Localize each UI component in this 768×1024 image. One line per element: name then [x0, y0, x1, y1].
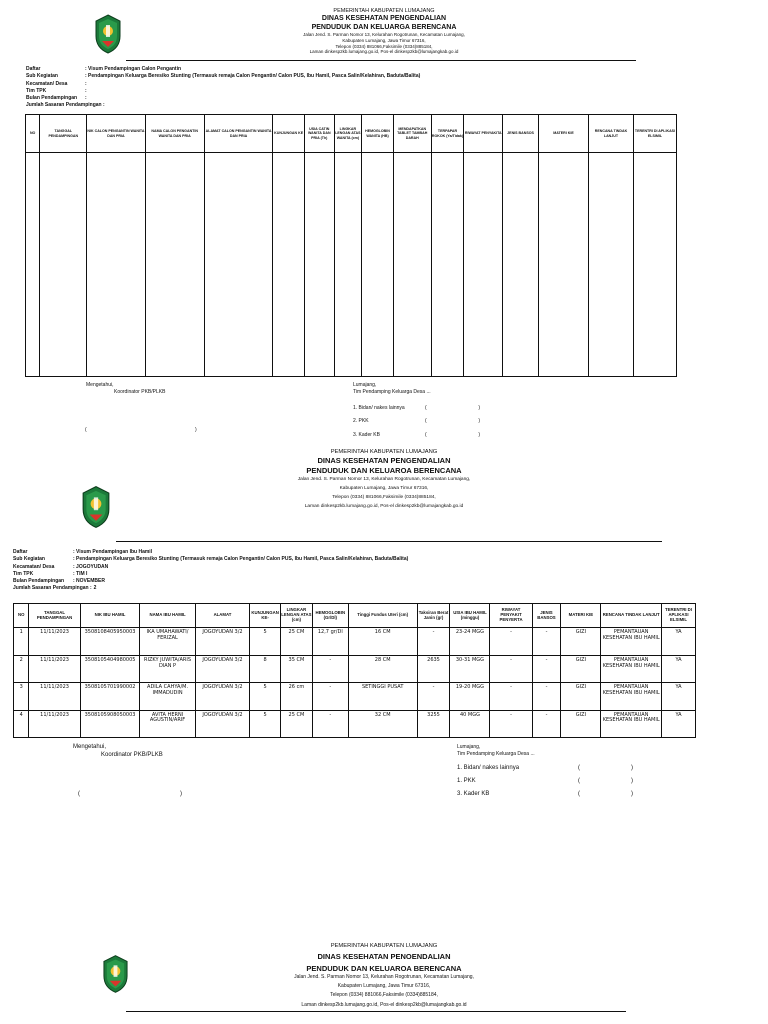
meta-row	[26, 73, 726, 80]
table-cell: -	[312, 683, 348, 710]
table-cell: YA	[661, 628, 695, 655]
tim-member-3: 3. Kader KB	[457, 791, 490, 797]
table-cell: 25 CM	[281, 628, 313, 655]
table-cell: PEMANTAUAN KESEHATAN IBU HAMIL	[601, 710, 662, 737]
meta-row	[26, 102, 726, 109]
table-cell: GIZI	[561, 710, 601, 737]
column-header: ALAMAT CALON PENGANTIN WANITA DAN PRIA	[204, 115, 272, 153]
table-cell: 30-31 MGG	[450, 655, 490, 682]
paren-close: )	[478, 418, 480, 424]
tim-member-2: 1. PKK	[457, 778, 476, 784]
table-cell: JOGOYUDAN 3/2	[195, 710, 249, 737]
table-cell: 4	[14, 710, 29, 737]
table-cell: 5	[250, 710, 281, 737]
table-cell: 1	[14, 628, 29, 655]
empty-cell	[204, 153, 272, 377]
meta-value: : JOGOYUDAN	[73, 563, 109, 570]
column-header: RENCANA TINDAK LANJUT	[601, 604, 662, 628]
table-cell: GIZI	[561, 655, 601, 682]
meta-label: Kecamatan/ Desa	[26, 80, 68, 87]
paren-close: )	[631, 791, 633, 797]
column-header: TANGGAL PENDAMPINGAN	[40, 115, 87, 153]
table-cell: 3508108405950003	[80, 628, 140, 655]
table-cell: ADILA CAHYA/M. IMMADUDIN	[140, 683, 195, 710]
paren-open: (	[425, 405, 427, 411]
table-cell: SETINGGI PUSAT	[348, 683, 417, 710]
tim-member-1: 1. Bidan/ nakes lainnya	[457, 765, 520, 771]
table-cell: 26 cm	[281, 683, 313, 710]
table-row	[14, 628, 696, 655]
kop-divider	[116, 541, 662, 542]
empty-cell	[40, 153, 87, 377]
form-meta	[13, 549, 753, 593]
tim-member-3: 3. Kader KB	[353, 432, 380, 438]
column-header: RIWAYAT PENYAKITA	[464, 115, 503, 153]
table-cell: -	[490, 628, 532, 655]
empty-cell	[87, 153, 145, 377]
column-header: Tinggi Fundus Uteri (cm)	[348, 604, 417, 628]
tim-paren-2	[578, 778, 633, 786]
column-header: MATERI KIE	[538, 115, 588, 153]
table-cell: -	[532, 655, 561, 682]
catin-table	[25, 114, 677, 377]
meta-row	[13, 578, 753, 585]
kop-dinas-line2: PENDUDUK DAN KELUARGA BERENCANA	[311, 23, 457, 31]
kop-address-3: Telepon (0334) 881066,Faksimile (0334)885184,	[335, 43, 433, 49]
table-cell: -	[490, 655, 532, 682]
kop-address-1: Jalan Jend. S. Parman Nomor 13, Kelurahan Rogotrunan, Kecamatan Lumajang,	[303, 32, 465, 38]
meta-label: Daftar	[26, 66, 41, 72]
paren-close: )	[631, 765, 633, 771]
kop-address-2: Kabupaten Lumajang, Jawa Timur 67316,	[339, 486, 429, 492]
empty-cell	[393, 153, 431, 377]
kop-government: PEMERINTAH KABUPATEN LUMAJANG	[330, 943, 438, 949]
kop-address-1: Jalan Jend. S. Parman Nomor 13, Kelurahan Rogotrunan, Kecamatan Lumajang,	[294, 973, 474, 980]
table-cell: 11/11/2023	[29, 655, 80, 682]
mengetahui-label: Mengetahui,	[86, 382, 114, 388]
mengetahui-label: Mengetahui,	[73, 744, 107, 750]
tim-paren-1	[578, 765, 633, 773]
meta-value: 2	[93, 585, 97, 592]
meta-label: Kecamatan/ Desa	[13, 563, 55, 570]
tim-label: Tim Pendamping Keluarga Desa ...	[457, 750, 535, 757]
table-cell: PEMANTAUAN KESEHATAN IBU HAMIL	[601, 655, 662, 682]
koordinator-label: Koordinator PKB/PLKB	[101, 751, 163, 758]
meta-row	[13, 556, 753, 563]
column-header: NO	[14, 604, 29, 628]
table-cell: JOGOYUDAN 3/2	[195, 655, 249, 682]
empty-cell	[589, 153, 634, 377]
kop-divider	[126, 60, 636, 61]
tim-member-2: 2. PKK	[353, 418, 369, 424]
table-cell: PEMANTAUAN KESEHATAN IBU HAMIL	[601, 683, 662, 710]
empty-cell	[431, 153, 464, 377]
empty-cell	[464, 153, 503, 377]
column-header: Taksiran Berat Janin (gr)	[417, 604, 450, 628]
table-cell: -	[532, 710, 561, 737]
signature-left-paren-open: (	[78, 791, 80, 797]
table-cell: 8	[250, 655, 281, 682]
table-cell: 5	[250, 628, 281, 655]
paren-close: )	[631, 778, 633, 784]
kop-dinas-line1: DINAS KESEHATAN PENGENDALIAN	[317, 456, 451, 466]
form-meta	[26, 66, 726, 110]
paren-close: )	[478, 432, 480, 438]
table-cell: 3255	[417, 710, 450, 737]
column-header: LINGKAR LENGAN ATAS (cm)	[281, 604, 313, 628]
table-cell: GIZI	[561, 628, 601, 655]
lumajang-label: Lumajang,	[457, 744, 481, 750]
empty-cell	[334, 153, 362, 377]
table-cell: 3508105404980005	[80, 655, 140, 682]
signature-left	[73, 744, 233, 760]
empty-cell	[145, 153, 204, 377]
table-cell: 19-20 MGG	[450, 683, 490, 710]
meta-row	[13, 549, 753, 556]
empty-cell	[538, 153, 588, 377]
column-header: NIK IBU HAMIL	[80, 604, 140, 628]
table-cell: 12,7 gr/Dl	[312, 628, 348, 655]
signature-right	[457, 744, 657, 757]
table-cell: -	[490, 683, 532, 710]
kop-address-3: Telepon (0334) 881066,Faksimile (0334)885184,	[332, 495, 436, 501]
tim-paren-3	[425, 432, 480, 439]
table-cell: GIZI	[561, 683, 601, 710]
empty-cell	[503, 153, 539, 377]
paren-open: (	[578, 778, 580, 784]
column-header: MENDAPATKAN TABLET TAMBAH DARAH	[393, 115, 431, 153]
signature-left-paren-close: )	[195, 427, 197, 433]
form-page-3	[0, 935, 768, 1024]
kop-government: PEMERINTAH KABUPATEN LUMAJANG	[330, 449, 438, 455]
column-header: TERPAPAR ROKOK (Ya/Tidak)	[431, 115, 464, 153]
meta-label: Daftar	[13, 549, 28, 555]
table-cell: YA	[661, 655, 695, 682]
meta-row	[26, 66, 726, 73]
kop-dinas-line1: DINAS KESEHATAN PENOENDALIAN	[317, 952, 451, 962]
meta-value: :	[85, 80, 87, 87]
meta-label: Jumlah Sasaran Pendampingan :	[13, 585, 92, 592]
table-cell: 3508105908050003	[80, 710, 140, 737]
meta-label: Sub Kegiatan	[13, 556, 45, 563]
meta-label: Tim TPK	[26, 87, 47, 94]
table-cell: 3508105701990002	[80, 683, 140, 710]
lumajang-label: Lumajang,	[353, 382, 377, 388]
tim-paren-3	[578, 791, 633, 799]
table-row	[14, 655, 696, 682]
table-cell: 16 CM	[348, 628, 417, 655]
table-cell: JOGOYUDAN 3/2	[195, 628, 249, 655]
signature-left-paren-close: )	[180, 791, 182, 797]
meta-row	[26, 88, 726, 95]
meta-label: Jumlah Sasaran Pendampingan :	[26, 102, 105, 109]
signature-right	[353, 382, 553, 395]
form-page-2	[0, 440, 768, 820]
table-cell: 23-24 MGG	[450, 628, 490, 655]
meta-label: Bulan Pendampingan	[13, 578, 65, 584]
kop-address-2: Kabupaten Lumajang, Jawa Timur 67316,	[342, 38, 426, 43]
table-cell: 35 CM	[281, 655, 313, 682]
table-cell: 2635	[417, 655, 450, 682]
table-cell: AVITA HERNI AGUSTIN/ARIF	[140, 710, 195, 737]
column-header: JENIS BANSOS	[532, 604, 561, 628]
column-header: HEMOGLOBIN WANITA (HB)	[362, 115, 394, 153]
paren-open: (	[578, 765, 580, 771]
empty-cell	[633, 153, 676, 377]
meta-value: : TIM I	[73, 570, 88, 577]
column-header: MATERI KIE	[561, 604, 601, 628]
kop-dinas-line2: PENDUDUK DAN KELUAROA BERENCANA	[306, 465, 462, 475]
column-header: RENCANA TINDAK LANJUT	[589, 115, 634, 153]
table-cell: 11/11/2023	[29, 683, 80, 710]
kop-divider	[126, 1011, 626, 1012]
tim-member-1: 1. Bidan/ nakes lainnya	[353, 405, 405, 411]
column-header: NO	[26, 115, 40, 153]
column-header: ALAMAT	[195, 604, 249, 628]
empty-body-row	[26, 153, 677, 377]
meta-value: : Visum Pendampingan Calon Pengantin	[85, 66, 182, 72]
table-cell: -	[490, 710, 532, 737]
table-cell: -	[532, 683, 561, 710]
column-header: NIK CALON PENGANTIN WANITA DAN PRIA	[87, 115, 145, 153]
meta-label: Bulan Pendampingan	[26, 95, 78, 101]
signature-left-paren-open: (	[85, 427, 87, 433]
table-cell: 3	[14, 683, 29, 710]
column-header: USIA CATIN WANITA DAN PRIA (Th)	[304, 115, 334, 153]
table-cell: -	[417, 628, 450, 655]
column-header: USIA IBU HAMIL (minggu)	[450, 604, 490, 628]
paren-close: )	[478, 405, 480, 411]
table-cell: 32 CM	[348, 710, 417, 737]
column-header: KUNJUNGAN KE-	[250, 604, 281, 628]
table-cell: -	[417, 683, 450, 710]
table-cell: 5	[250, 683, 281, 710]
column-header: TANGGAL PENDAMPINGAN	[29, 604, 80, 628]
kop-address-4: Laman dinkesp2kb.lumajang.go.id, Pos-el dinkesp2kb@lumajangkab.go.id	[301, 1001, 467, 1008]
tim-label: Tim Pendamping Keluarga Desa ...	[353, 388, 431, 395]
meta-label: Sub Kegiatan	[26, 73, 58, 80]
meta-label: Tim TPK	[13, 570, 34, 577]
meta-row	[13, 585, 753, 592]
meta-value: :	[85, 95, 87, 101]
kop-address-3: Telepon (0334) 881066,Faksimile (0334)885184,	[330, 992, 438, 999]
meta-row	[13, 564, 753, 571]
empty-cell	[304, 153, 334, 377]
table-cell: RIZKY JUWITA/ARIS DIAN P	[140, 655, 195, 682]
column-header: TERENTRI DI APLIKASI ELSIMIL	[661, 604, 695, 628]
kop-address-4: Laman dinkesp2kb.lumajang.go.id, Pos-el dinkesp2kb@lumajangkab.go.id	[309, 49, 459, 55]
header-row	[26, 115, 677, 153]
column-header: NAMA IBU HAMIL	[140, 604, 195, 628]
table-cell: 28 CM	[348, 655, 417, 682]
meta-value: : Pendampingan Keluarga Beresiko Stunting (Termasuk remaja Calon Pengantin/ Calon PUS, Ibu Hamil, Pasca Salin/Kelahiran, Baduta/Balita)	[85, 73, 421, 80]
meta-row	[13, 571, 753, 578]
empty-cell	[362, 153, 394, 377]
table-cell: 11/11/2023	[29, 628, 80, 655]
table-cell: 11/11/2023	[29, 710, 80, 737]
column-header: HEMOGLOBIN (Gr/Dl)	[312, 604, 348, 628]
header-row	[14, 604, 696, 628]
empty-cell	[26, 153, 40, 377]
tim-paren-1	[425, 405, 480, 412]
column-header: KUNJUNGAN KE	[273, 115, 305, 153]
column-header: LINGKAR LENGAN ATAS WANITA (cm)	[334, 115, 362, 153]
table-cell: -	[312, 710, 348, 737]
kop-address-1: Jalan Jend. S. Parman Nomor 13, Kelurahan Rogotrunan, Kecamatan Lumajang,	[297, 476, 471, 482]
table-cell: JOGOYUDAN 3/2	[195, 683, 249, 710]
meta-value: :	[85, 87, 87, 94]
column-header: NAMA CALON PENGANTIN WANITA DAN PRIA	[145, 115, 204, 153]
paren-open: (	[425, 418, 427, 424]
kop-dinas-line2: PENDUDUK DAN KELUAROA BERENCANA	[306, 963, 462, 973]
table-cell: IKA UMAHAWATI/ FERIZAL	[140, 628, 195, 655]
koordinator-label: Koordinator PKB/PLKB	[114, 388, 166, 395]
ibu-hamil-table	[13, 603, 696, 738]
kop-dinas-line1: DINAS KESEHATAN PENGENDALIAN	[321, 14, 447, 22]
kop-address-2: Kabupaten Lumajang, Jawa Timur 67316,	[337, 983, 431, 990]
kop-government: PEMERINTAH KABUPATEN LUMAJANG	[333, 8, 435, 14]
column-header: RIWAYAT PENYAKIT PENYERTA	[490, 604, 532, 628]
signature-left	[86, 382, 246, 395]
table-cell: -	[312, 655, 348, 682]
paren-open: (	[425, 432, 427, 438]
table-cell: PEMANTAUAN KESEHATAN IBU HAMIL	[601, 628, 662, 655]
table-cell: 25 CM	[281, 710, 313, 737]
table-cell: YA	[661, 710, 695, 737]
empty-cell	[273, 153, 305, 377]
paren-open: (	[578, 791, 580, 797]
meta-value: : Pendampingan Keluarga Beresiko Stunting (Termasuk remaja Calon Pengantin/ Calon PUS, Ibu Hamil, Pasca Salin/Kelahiran, Baduta/Balita)	[73, 556, 409, 563]
column-header: JENIS BANSOS	[503, 115, 539, 153]
meta-value: : Visum Pendampingan Ibu Hamil	[73, 549, 153, 555]
meta-value: : NOVEMBER	[73, 578, 105, 584]
table-row	[14, 683, 696, 710]
meta-row	[26, 95, 726, 102]
meta-row	[26, 81, 726, 88]
form-page-1	[0, 0, 768, 450]
table-cell: 2	[14, 655, 29, 682]
tim-paren-2	[425, 418, 480, 425]
table-cell: -	[532, 628, 561, 655]
table-row	[14, 710, 696, 737]
table-cell: 40 MGG	[450, 710, 490, 737]
table-cell: YA	[661, 683, 695, 710]
column-header: TERENTRI DI APLIKASI ELSIMIL	[633, 115, 676, 153]
kop-address-4: Laman dinkesp2kb.lumajang.go.id, Pos-el dinkesp2kb@lumajangkab.go.id	[304, 504, 464, 510]
